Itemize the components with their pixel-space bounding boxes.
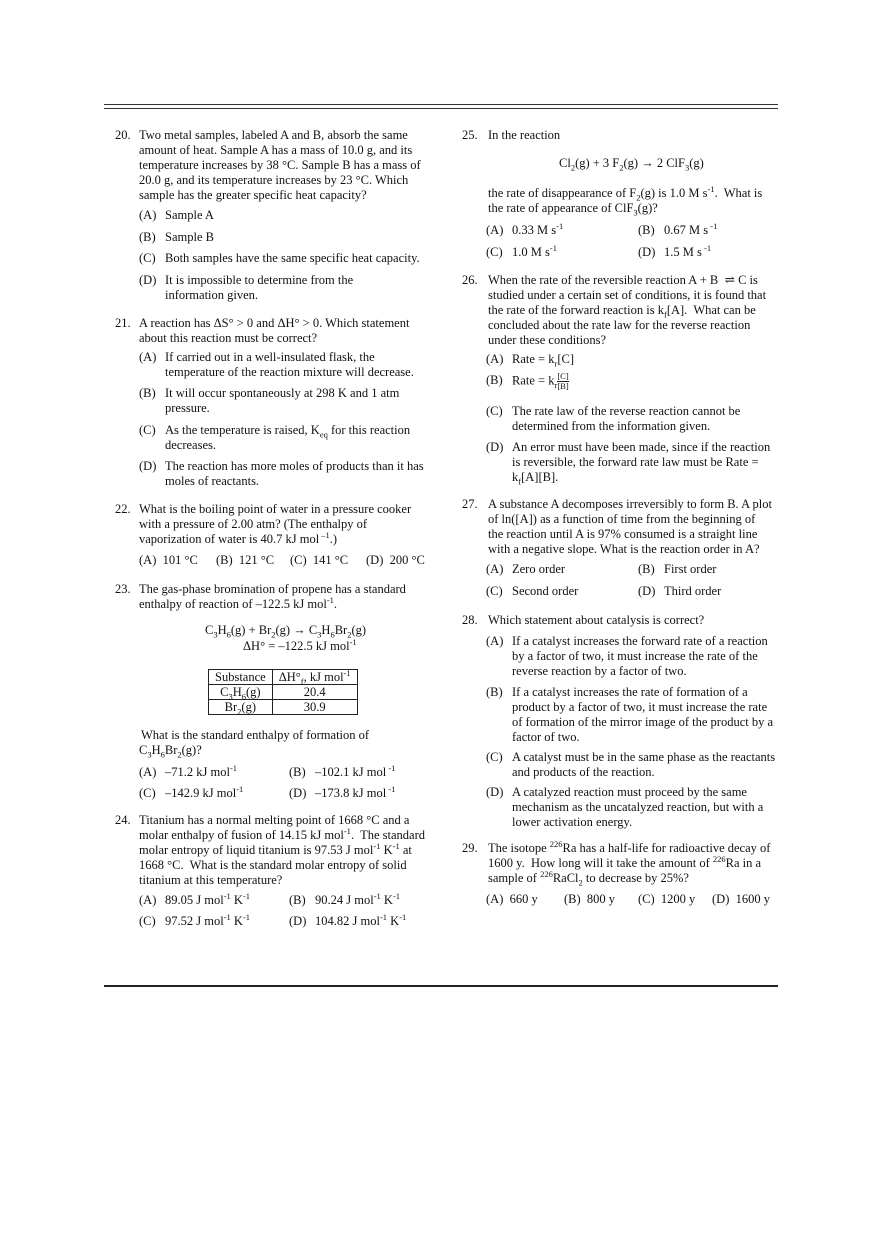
option-a[interactable]: (A) 101 °C bbox=[139, 553, 198, 567]
option-c[interactable]: (C) 97.52 J mol$^{-1}$ $K^{-1}$ bbox=[139, 911, 251, 928]
question-prompt-formula: $C_3H_6Br_2(g)$? bbox=[139, 743, 202, 760]
table-header-enthalpy: $\Delta H^\circ_f$, kJ mol$^{-1}$ bbox=[272, 670, 357, 685]
table-cell-value: 30.9 bbox=[272, 700, 357, 715]
question-prompt: the rate of disappearance of $F_2(g)$ is 1.0 M $s^{-1}$. What is the rate of appearance of ClF$_3$(g)? bbox=[488, 183, 763, 218]
option-a[interactable]: (A) If carried out in a well-insulated flask, the temperature of the reaction mixture will decrease. bbox=[139, 350, 414, 379]
question-text: Two metal samples, labeled A and B, absorb the same amount of heat. Sample A has a mass of 10.0 g, and its temperature increases by 38 °C. Sample B has a mass of 20.0 g, and its temperature increases by 23 °C. Which sample has the greater specific heat capacity? bbox=[139, 128, 421, 202]
option-b[interactable]: (B) 90.24 J mol$^{-1}$ $K^{-1}$ bbox=[289, 890, 401, 907]
question-text: Which statement about catalysis is correct? bbox=[488, 613, 705, 627]
option-b[interactable]: (B) It will occur spontaneously at 298 K and 1 atm pressure. bbox=[139, 386, 400, 415]
reaction-equation: $Cl_2(g) + 3$ $F_2(g) \to 2$ ClF$_3$(g) bbox=[559, 156, 704, 173]
option-c[interactable]: (C) The rate law of the reverse reaction cannot be determined from the information given. bbox=[486, 404, 741, 433]
option-a[interactable]: (A) Rate = $k_r[C]$ bbox=[486, 352, 574, 369]
question-number: 27. bbox=[462, 497, 478, 511]
option-d[interactable]: (D) The reaction has more moles of products than it has moles of reactants. bbox=[139, 459, 424, 488]
question-number: 26. bbox=[462, 273, 478, 287]
question-text: The isotope $^{226}$Ra has a half-life for radioactive decay of 1600 y. How long will it take the amount of $^{226}$Ra in a sample of $^{226}$RaCl$_2$ to decrease by 25%? bbox=[488, 838, 771, 888]
question-number: 25. bbox=[462, 128, 478, 142]
option-a[interactable]: (A) 660 y bbox=[486, 892, 538, 906]
option-c[interactable]: (C) 1200 y bbox=[638, 892, 696, 906]
table-header-row bbox=[209, 670, 358, 685]
question-number: 24. bbox=[115, 813, 131, 827]
question-number: 21. bbox=[115, 316, 131, 330]
reaction-enthalpy: ΔH° = –122.5 kJ mol$^{-1}$ bbox=[243, 636, 357, 653]
option-d[interactable]: (D) 1.5 M s $^{-1}$ bbox=[638, 242, 712, 259]
question-text: When the rate of the reversible reaction A + B ⇌ C is studied under a certain set of conditions, it is found that the rate of the forward reaction is $k_f[A]$. What can be concluded about the rate law for the reverse reaction under these conditions? bbox=[488, 273, 767, 347]
option-b[interactable]: (B) 121 °C bbox=[216, 553, 275, 567]
option-c[interactable]: (C) –142.9 kJ mol$^{-1}$ bbox=[139, 783, 244, 800]
option-b[interactable]: (B) 800 y bbox=[564, 892, 616, 906]
option-c[interactable]: (C) A catalyst must be in the same phase as the reactants and products of the reaction. bbox=[486, 750, 776, 779]
option-b[interactable]: (B) Sample B bbox=[139, 230, 214, 244]
option-a[interactable]: (A) Zero order bbox=[486, 562, 566, 576]
question-prompt: What is the standard enthalpy of formation of bbox=[141, 728, 370, 742]
option-c[interactable]: (C) Second order bbox=[486, 584, 579, 598]
option-c[interactable]: (C) As the temperature is raised, $K_{eq}$ for this reaction decreases. bbox=[139, 423, 411, 452]
table-cell-substance: $C_3H_6(g)$ bbox=[209, 685, 273, 700]
option-a[interactable]: (A) –71.2 kJ mol$^{-1}$ bbox=[139, 762, 238, 779]
option-d[interactable]: (D) 1600 y bbox=[712, 892, 770, 906]
option-a[interactable]: (A) If a catalyst increases the forward rate of a reaction by a factor of two, it must increase the rate of the reverse reaction by a factor of two. bbox=[486, 634, 768, 678]
table-cell-substance: $Br_2(g)$ bbox=[209, 700, 273, 715]
option-c[interactable]: (C) Both samples have the same specific heat capacity. bbox=[139, 251, 420, 265]
question-text: What is the boiling point of water in a pressure cooker with a pressure of 2.00 atm? (The enthalpy of vaporization of water is 40.7 kJ mol $^{-1}$.) bbox=[139, 502, 412, 546]
table-cell-value: 20.4 bbox=[272, 685, 357, 700]
option-d[interactable]: (D) 104.82 J mol$^{-1}$ $K^{-1}$ bbox=[289, 911, 407, 928]
table-header-substance: Substance bbox=[209, 670, 273, 685]
option-b[interactable]: (B) Rate = $k_r$ $\frac{[C]}{[B]}$ bbox=[486, 371, 569, 391]
question-text: A substance A decomposes irreversibly to form B. A plot of ln([A]) as a function of time from the beginning of the reaction until A is 97% consumed is a straight line with a negative slope. What is the reaction order in A? bbox=[488, 497, 772, 556]
option-b[interactable]: (B) –102.1 kJ mol $^{-1}$ bbox=[289, 762, 396, 779]
option-d[interactable]: (D) An error must have been made, since if the reaction is reversible, the forward rate law must be Rate = $k_f[A][B]$. bbox=[486, 440, 771, 487]
question-number: 23. bbox=[115, 582, 131, 596]
option-c[interactable]: (C) 141 °C bbox=[290, 553, 349, 567]
question-text: A reaction has ΔS° > 0 and ΔH° > 0. Which statement about this reaction must be correct? bbox=[139, 316, 410, 345]
option-d[interactable]: (D) Third order bbox=[638, 584, 722, 598]
header-rule-top bbox=[104, 104, 778, 105]
option-d[interactable]: (D) –173.8 kJ mol $^{-1}$ bbox=[289, 783, 396, 800]
footer-rule bbox=[104, 985, 778, 987]
question-number: 20. bbox=[115, 128, 131, 142]
option-a[interactable]: (A) 0.33 M $s^{-1}$ bbox=[486, 220, 564, 237]
option-d[interactable]: (D) A catalyzed reaction must proceed by the same mechanism as the uncatalyzed reaction, but with a lower activation energy. bbox=[486, 785, 764, 829]
table-row bbox=[209, 700, 358, 715]
option-b[interactable]: (B) First order bbox=[638, 562, 717, 576]
question-number: 29. bbox=[462, 841, 478, 855]
reaction-equation: $C_3H_6(g) + Br_2(g) \to C_3H_6Br_2(g)$ bbox=[205, 623, 367, 640]
option-b[interactable]: (B) 0.67 M s $^{-1}$ bbox=[638, 220, 718, 237]
option-c[interactable]: (C) 1.0 M $s^{-1}$ bbox=[486, 242, 557, 259]
option-a[interactable]: (A) Sample A bbox=[139, 208, 214, 222]
question-text: Titanium has a normal melting point of 1668 °C and a molar enthalpy of fusion of 14.15 kJ mol$^{-1}$. The standard molar entropy of liquid titanium is 97.53 J mol$^{-1}$ $K^{-1}$ at 1668 °C. What is the standard molar entropy of solid titanium at this temperature? bbox=[139, 813, 425, 887]
table-row bbox=[209, 685, 358, 700]
question-number: 22. bbox=[115, 502, 131, 516]
header-rule-bottom bbox=[104, 108, 778, 109]
formation-enthalpy-table bbox=[208, 669, 358, 715]
option-d[interactable]: (D) It is impossible to determine from the information given. bbox=[139, 273, 354, 302]
option-a[interactable]: (A) 89.05 J mol$^{-1}$ $K^{-1}$ bbox=[139, 890, 251, 907]
option-b[interactable]: (B) If a catalyst increases the rate of formation of a product by a factor of two, it must increase the rate of formation of the mirror image of the product by a factor of two. bbox=[486, 685, 774, 744]
question-text: The gas-phase bromination of propene has a standard enthalpy of reaction of –122.5 kJ mol$^{-1}$. bbox=[139, 582, 406, 611]
question-text: In the reaction bbox=[488, 128, 561, 142]
option-d[interactable]: (D) 200 °C bbox=[366, 553, 425, 567]
question-number: 28. bbox=[462, 613, 478, 627]
